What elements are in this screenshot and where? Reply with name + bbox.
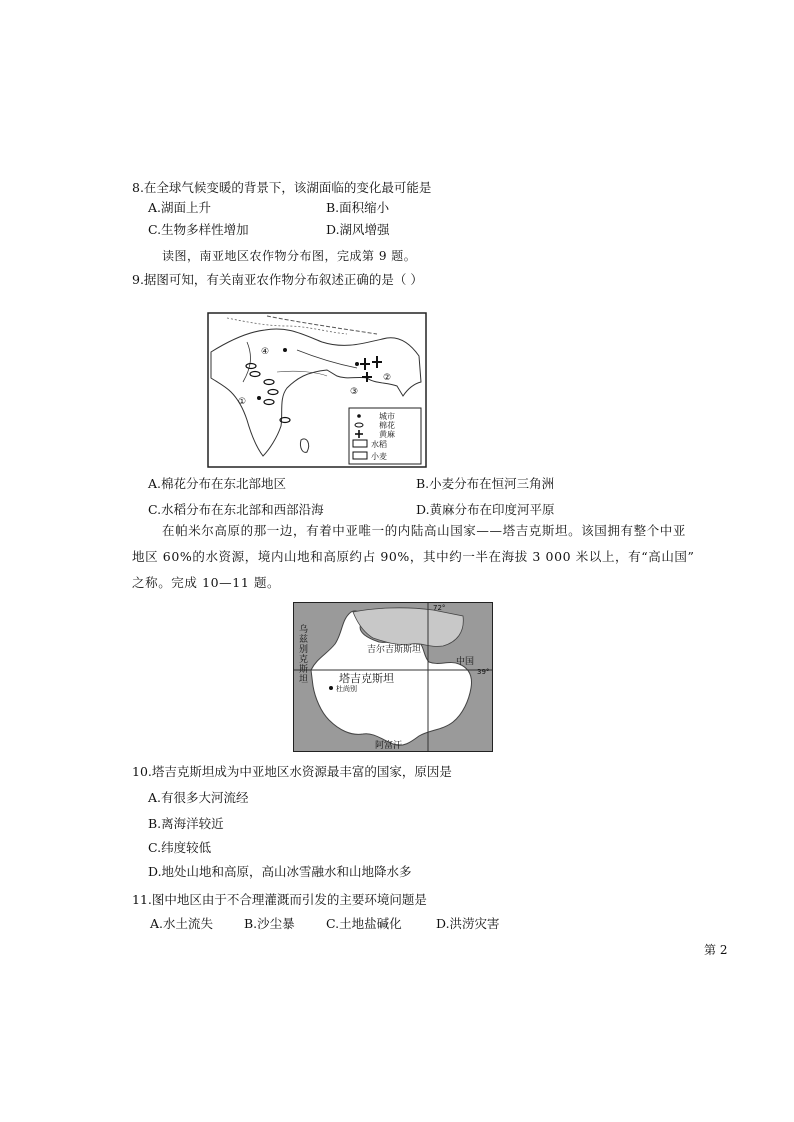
label-lat: 39° [477,668,490,676]
tajikistan-map [293,602,493,752]
q9-intro: 读图，南亚地区农作物分布图，完成第 9 题。 [162,249,417,263]
label-china: 中国 [456,657,475,667]
q10-option-d: D.地处山地和高原，高山冰雪融水和山地降水多 [148,864,412,879]
q11-option-d: D.洪涝灾害 [436,916,500,931]
q9-option-a: A.棉花分布在东北部地区 [148,476,287,491]
q9-option-d: D.黄麻分布在印度河平原 [416,502,555,517]
q10-intro-line2: 地区 60%的水资源，境内山地和高原约占 90%，其中约一半在海拔 3 000 米以上，有“高山国” [132,549,695,564]
q9-option-c: C.水稻分布在东北部和西部沿海 [148,502,324,517]
q10-option-c: C.纬度较低 [148,840,212,855]
label-uzbek-3: 别 [299,645,309,655]
q8-option-b: B.面积缩小 [326,200,390,215]
marker-4: ④ [261,347,270,357]
legend-jute: 黄麻 [379,430,395,439]
legend-city: 城市 [379,412,395,421]
q11-option-a: A.水土流失 [150,916,214,931]
marker-3: ③ [350,387,359,397]
q11-option-b: B.沙尘暴 [244,916,295,931]
q8-stem: 8.在全球气候变暖的背景下，该湖面临的变化最可能是 [132,180,432,195]
label-dushanbe: 杜尚别 [336,685,357,693]
page-number: 第 2 [704,943,728,957]
label-afghan: 阿富汗 [375,741,403,751]
marker-1: ① [238,397,247,407]
label-uzbek-2: 兹 [299,635,309,645]
legend-cotton: 棉花 [379,421,395,430]
label-uzbek-6: 坦 [299,675,309,685]
q11-stem: 11.图中地区由于不合理灌溉而引发的主要环境问题是 [132,892,427,907]
south-asia-crop-map [207,312,427,468]
legend-wheat: 小麦 [371,452,387,461]
q8-option-a: A.湖面上升 [148,200,212,215]
q8-option-d: D.湖风增强 [326,222,390,237]
q10-option-a: A.有很多大河流经 [148,790,249,805]
label-tajikistan: 塔吉克斯坦 [339,672,394,685]
marker-2: ② [383,373,392,383]
q10-intro-line1: 在帕米尔高原的那一边，有着中亚唯一的内陆高山国家——塔吉克斯坦。该国拥有整个中亚 [162,523,687,538]
q10-option-b: B.离海洋较近 [148,816,224,831]
q8-option-c: C.生物多样性增加 [148,222,249,237]
q10-stem: 10.塔吉克斯坦成为中亚地区水资源最丰富的国家，原因是 [132,764,452,779]
label-uzbek-1: 乌 [299,625,309,635]
label-kyrgyz: 吉尔吉斯斯坦 [367,645,422,655]
label-uzbek-4: 克 [299,655,309,665]
q10-intro-line3: 之称。完成 10—11 题。 [132,575,281,590]
legend-rice: 水稻 [371,440,387,449]
q11-option-c: C.土地盐碱化 [326,916,402,931]
q9-option-b: B.小麦分布在恒河三角洲 [416,476,555,491]
label-lon: 72° [433,604,446,612]
label-uzbek-5: 斯 [299,665,309,675]
q9-stem: 9.据图可知，有关南亚农作物分布叙述正确的是（ ） [132,272,423,287]
